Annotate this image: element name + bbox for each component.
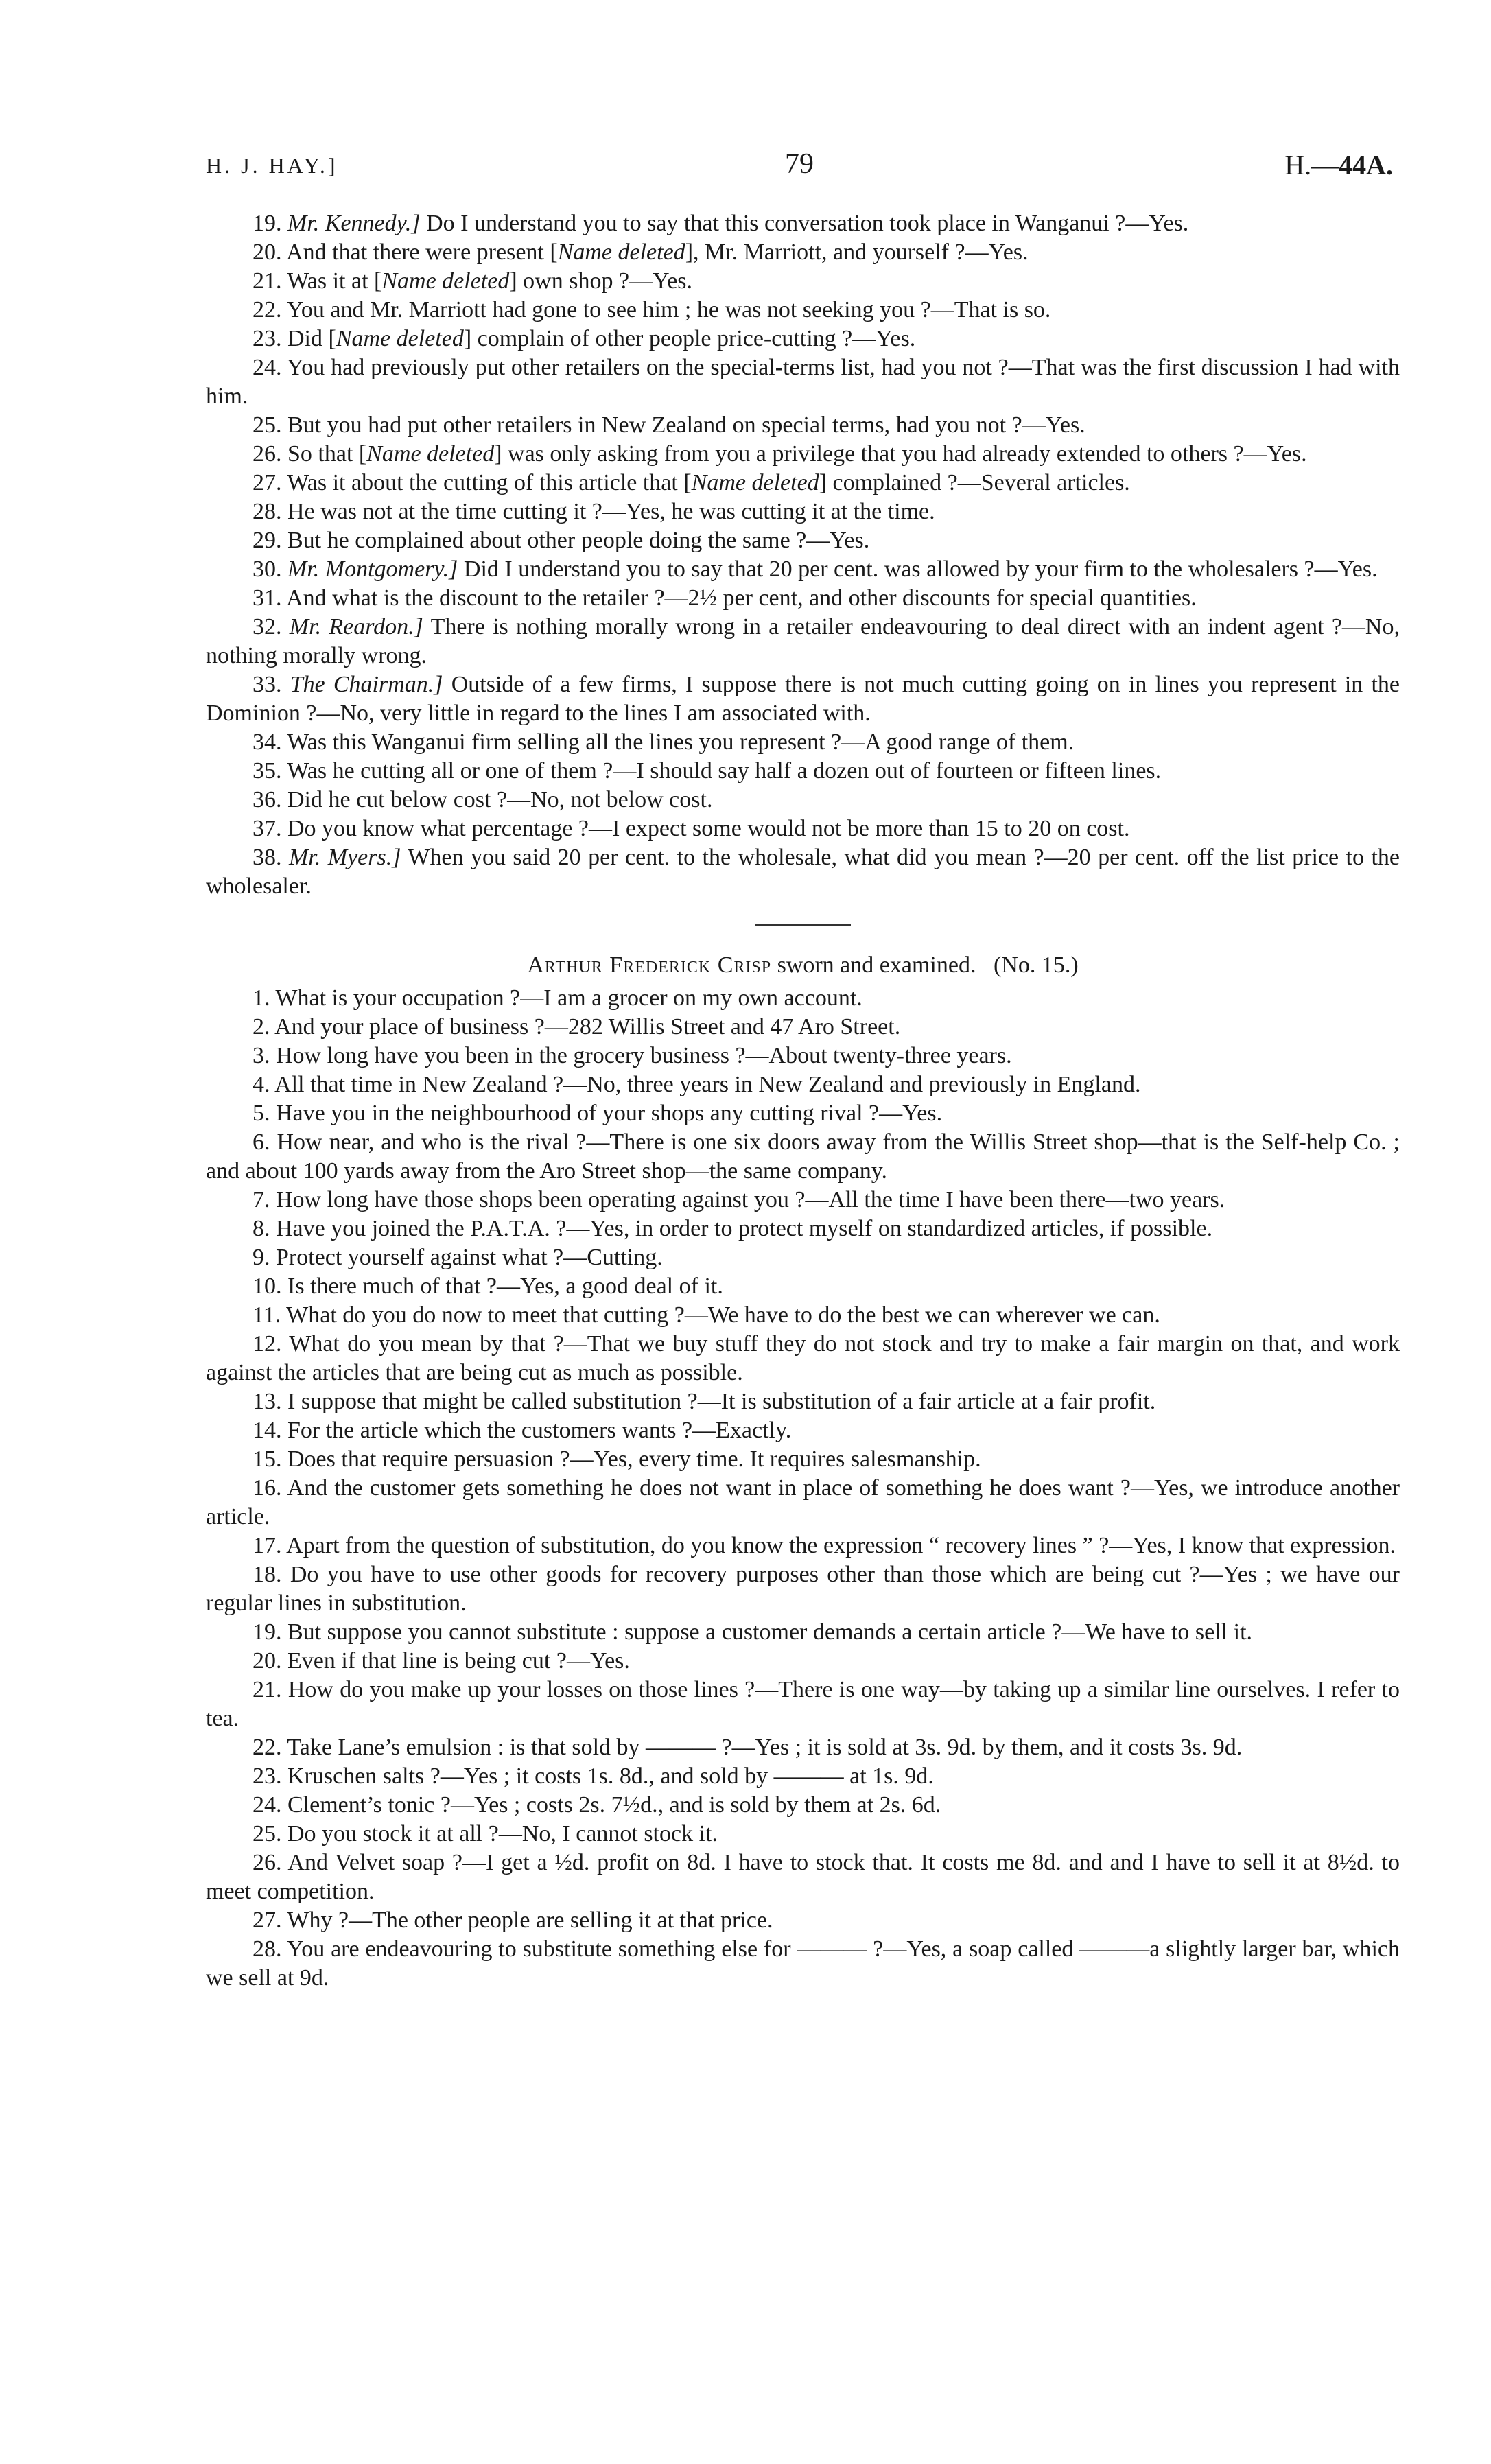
question-paragraph: 29. But he complained about other people doing the same ?—Yes. — [253, 528, 870, 553]
question-number: 8. — [253, 1216, 270, 1241]
question-number: 27. — [253, 1908, 282, 1933]
question-number: 30. — [253, 556, 282, 582]
question-paragraph: 11. What do you do now to meet that cutting ?—We have to do the best we can wherever we can. — [253, 1302, 1160, 1328]
question-paragraph: 24. Clement’s tonic ?—Yes ; costs 2s. 7½d., and is sold by them at 2s. 6d. — [253, 1792, 941, 1818]
speaker-name: Mr. Myers.] — [288, 845, 401, 870]
question-paragraph: 24. You had previously put other retailers on the special-terms list, had you not ?—That was the first discussion I had with him. — [206, 355, 1400, 409]
question-number: 35. — [253, 758, 282, 784]
header-witness-name: H. J. HAY.] — [206, 153, 338, 178]
question-paragraph: 36. Did he cut below cost ?—No, not below cost. — [253, 787, 713, 812]
question-paragraph: 30. Mr. Montgomery.] Did I understand you to say that 20 per cent. was allowed by your firm to the wholesalers ?—Yes. — [253, 556, 1378, 582]
question-number: 21. — [253, 1677, 282, 1702]
question-paragraph: 3. How long have you been in the grocery business ?—About twenty-three years. — [253, 1043, 1012, 1068]
question-number: 11. — [253, 1302, 281, 1328]
question-number: 12. — [253, 1331, 282, 1357]
question-paragraph: 28. He was not at the time cutting it ?—Yes, he was cutting it at the time. — [253, 499, 935, 524]
question-paragraph: 12. What do you mean by that ?—That we buy stuff they do not stock and try to make a fair margin on that, and work against the articles that are being cut as much as possible. — [206, 1331, 1400, 1385]
question-paragraph: 15. Does that require persuasion ?—Yes, every time. It requires salesmanship. — [253, 1446, 981, 1472]
question-paragraph: 25. Do you stock it at all ?—No, I cannot stock it. — [253, 1821, 718, 1846]
question-number: 23. — [253, 326, 282, 351]
question-paragraph: 18. Do you have to use other goods for recovery purposes other than those which are being cut ?—Yes ; we have our regular lines in substitution. — [206, 1562, 1400, 1616]
question-paragraph: 13. I suppose that might be called substitution ?—It is substitution of a fair article at a fair profit. — [253, 1389, 1156, 1414]
question-number: 20. — [253, 239, 282, 265]
question-paragraph: 32. Mr. Reardon.] There is nothing morally wrong in a retailer endeavouring to deal direct with an indent agent ?—No, nothing morally wrong. — [206, 614, 1400, 668]
question-paragraph: 26. And Velvet soap ?—I get a ½d. profit on 8d. I have to stock that. It costs me 8d. and and I have to sell it at 8½d. to meet competition. — [206, 1850, 1400, 1904]
question-number: 25. — [253, 412, 282, 438]
question-paragraph: 22. You and Mr. Marriott had gone to see him ; he was not seeking you ?—That is so. — [253, 297, 1051, 322]
question-paragraph: 26. So that [Name deleted] was only asking from you a privilege that you had already extended to others ?—Yes. — [253, 441, 1307, 467]
question-number: 23. — [253, 1763, 282, 1789]
question-paragraph: 38. Mr. Myers.] When you said 20 per cent. to the wholesale, what did you mean ?—20 per cent. off the list price to the wholesaler. — [206, 845, 1400, 899]
question-paragraph: 19. Mr. Kennedy.] Do I understand you to say that this conversation took place in Wanganui ?—Yes. — [253, 211, 1189, 236]
question-number: 37. — [253, 816, 282, 841]
question-number: 29. — [253, 528, 282, 553]
speaker-name: Mr. Montgomery.] — [287, 556, 458, 582]
question-number: 2. — [253, 1014, 270, 1040]
question-paragraph: 21. How do you make up your losses on those lines ?—There is one way—by taking up a similar line ourselves. I refer to tea. — [206, 1677, 1400, 1731]
question-number: 18. — [253, 1562, 282, 1587]
page-header — [206, 148, 1393, 189]
question-number: 33. — [253, 672, 282, 697]
question-paragraph: 31. And what is the discount to the retailer ?—2½ per cent, and other discounts for special quantities. — [253, 585, 1197, 611]
question-number: 15. — [253, 1446, 282, 1472]
question-number: 4. — [253, 1072, 270, 1097]
question-paragraph: 5. Have you in the neighbourhood of your shops any cutting rival ?—Yes. — [253, 1101, 943, 1126]
page-number: 79 — [785, 148, 814, 180]
question-number: 26. — [253, 441, 282, 467]
question-paragraph: 19. But suppose you cannot substitute : suppose a customer demands a certain article ?—We have to sell it. — [253, 1619, 1253, 1645]
question-number: 14. — [253, 1418, 282, 1443]
question-number: 20. — [253, 1648, 282, 1674]
question-number: 16. — [253, 1475, 282, 1501]
speaker-name: Mr. Kennedy.] — [287, 211, 421, 236]
question-paragraph: 7. How long have those shops been operating against you ?—All the time I have been there—two years. — [253, 1187, 1225, 1212]
speaker-name: Mr. Reardon.] — [289, 614, 423, 640]
section-divider — [755, 924, 851, 926]
question-number: 13. — [253, 1389, 282, 1414]
question-number: 17. — [253, 1533, 282, 1558]
question-number: 22. — [253, 297, 282, 322]
question-number: 24. — [253, 1792, 282, 1818]
question-paragraph: 20. Even if that line is being cut ?—Yes. — [253, 1648, 630, 1674]
question-paragraph: 22. Take Lane’s emulsion : is that sold by ——— ?—Yes ; it is sold at 3s. 9d. by them, and it costs 3s. 9d. — [253, 1735, 1243, 1760]
question-paragraph: 8. Have you joined the P.A.T.A. ?—Yes, in order to protect myself on standardized articles, if possible. — [253, 1216, 1213, 1241]
question-number: 34. — [253, 729, 282, 755]
question-paragraph: 23. Kruschen salts ?—Yes ; it costs 1s. 8d., and sold by ——— at 1s. 9d. — [253, 1763, 934, 1789]
question-paragraph: 27. Why ?—The other people are selling it at that price. — [253, 1908, 773, 1933]
question-paragraph: 28. You are endeavouring to substitute something else for ——— ?—Yes, a soap called ———a slightly larger bar, which we sell at 9d. — [206, 1936, 1400, 1991]
question-number: 24. — [253, 355, 282, 380]
question-number: 36. — [253, 787, 282, 812]
question-number: 28. — [253, 1936, 282, 1962]
question-paragraph: 27. Was it about the cutting of this article that [Name deleted] complained ?—Several articles. — [253, 470, 1130, 495]
question-paragraph: 33. The Chairman.] Outside of a few firms, I suppose there is not much cutting going on in lines you represent in the Dominion ?—No, very little in regard to the lines I am associated with. — [206, 672, 1400, 726]
testimony-section-crisp — [206, 984, 1400, 1993]
question-number: 19. — [253, 211, 282, 236]
question-paragraph: 4. All that time in New Zealand ?—No, three years in New Zealand and previously in England. — [253, 1072, 1141, 1097]
question-paragraph: 21. Was it at [Name deleted] own shop ?—Yes. — [253, 268, 693, 294]
question-number: 22. — [253, 1735, 282, 1760]
question-number: 27. — [253, 470, 282, 495]
question-paragraph: 2. And your place of business ?—282 Willis Street and 47 Aro Street. — [253, 1014, 901, 1040]
question-paragraph: 25. But you had put other retailers in New Zealand on special terms, had you not ?—Yes. — [253, 412, 1085, 438]
question-paragraph: 6. How near, and who is the rival ?—There is one six doors away from the Willis Street shop—that is the Self-help Co. ; and about 100 yards away from the Aro Street shop—the same company. — [206, 1129, 1400, 1184]
question-number: 10. — [253, 1274, 282, 1299]
question-number: 31. — [253, 585, 282, 611]
question-paragraph: 17. Apart from the question of substitution, do you know the expression “ recovery lines ” ?—Yes, I know that expression. — [253, 1533, 1396, 1558]
question-paragraph: 14. For the article which the customers wants ?—Exactly. — [253, 1418, 792, 1443]
question-number: 19. — [253, 1619, 282, 1645]
question-number: 25. — [253, 1821, 282, 1846]
question-paragraph: 9. Protect yourself against what ?—Cutting. — [253, 1245, 663, 1270]
question-number: 1. — [253, 985, 270, 1011]
question-number: 32. — [253, 614, 282, 640]
question-number: 7. — [253, 1187, 270, 1212]
question-number: 9. — [253, 1245, 270, 1270]
question-paragraph: 16. And the customer gets something he does not want in place of something he does want ?—Yes, we introduce another article. — [206, 1475, 1400, 1529]
question-number: 38. — [253, 845, 282, 870]
question-paragraph: 37. Do you know what percentage ?—I expect some would not be more than 15 to 20 on cost. — [253, 816, 1130, 841]
document-body — [206, 209, 1400, 1993]
question-number: 26. — [253, 1850, 282, 1875]
question-number: 28. — [253, 499, 282, 524]
speaker-name: The Chairman.] — [290, 672, 443, 697]
question-paragraph: 34. Was this Wanganui firm selling all the lines you represent ?—A good range of them. — [253, 729, 1075, 755]
question-number: 3. — [253, 1043, 270, 1068]
testimony-section-hay — [206, 209, 1400, 901]
witness-heading: Arthur Frederick Crisp sworn and examined. (No. 15.) — [527, 952, 1079, 978]
question-paragraph: 23. Did [Name deleted] complain of other people price-cutting ?—Yes. — [253, 326, 916, 351]
question-paragraph: 20. And that there were present [Name deleted], Mr. Marriott, and yourself ?—Yes. — [253, 239, 1029, 265]
document-reference: H.—44A. — [1284, 150, 1393, 180]
question-paragraph: 1. What is your occupation ?—I am a grocer on my own account. — [253, 985, 862, 1011]
question-paragraph: 10. Is there much of that ?—Yes, a good deal of it. — [253, 1274, 723, 1299]
question-number: 21. — [253, 268, 282, 294]
question-number: 6. — [253, 1129, 270, 1155]
question-number: 5. — [253, 1101, 270, 1126]
question-paragraph: 35. Was he cutting all or one of them ?—I should say half a dozen out of fourteen or fifteen lines. — [253, 758, 1162, 784]
